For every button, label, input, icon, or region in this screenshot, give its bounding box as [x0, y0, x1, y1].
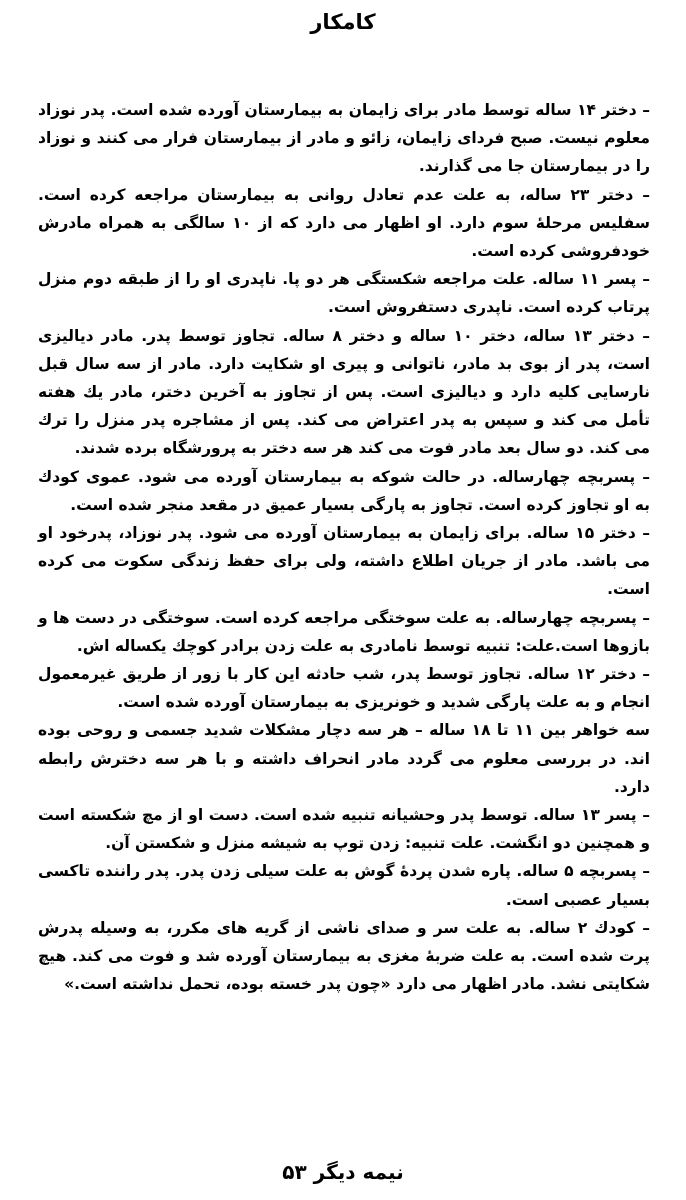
paragraph: سه خواهر بین ۱۱ تا ۱۸ ساله – هر سه دچار مشکلات شدید جسمی و روحی بوده اند. در بررسی معلوم می گردد مادر انحراف داشته و با هر سه دخترش رابطه دارد.: [38, 721, 650, 796]
paragraph: – دختر ۱۵ ساله. برای زایمان به بیمارستان آورده می شود. پدر نوزاد، پدرخود او می باشد. مادر از جریان اطلاع داشته، ولی برای حفظ زندگی سکوت می کرده است.: [38, 524, 650, 599]
paragraph: – پسربچه چهارساله. به علت سوختگی مراجعه کرده است. سوختگی در دست ها و بازوها است.علت: تنبیه توسط نامادری به علت زدن برادر کوچك یکساله اش.: [38, 608, 650, 655]
paragraph: – دختر ۲۳ ساله، به علت عدم تعادل روانی به بیمارستان مراجعه کرده است. سفلیس مرحلهٔ سوم دارد. او اظهار می دارد که از ۱۰ سالگی به همراه مادرش خودفروشی کرده است.: [38, 185, 650, 261]
running-header: کامکار: [310, 10, 376, 34]
page-footer: نیمه دیگر ۵۳: [282, 1160, 404, 1184]
paragraph: – پسر ۱۳ ساله. توسط پدر وحشیانه تنبیه شده است. دست او از مچ شکسته است و همچنین دو انگشت. علت تنبیه: زدن توپ به شیشه منزل و شکستن آن.: [38, 806, 650, 853]
paragraph: – پسربچه ۵ ساله. پاره شدن پردهٔ گوش به علت سیلی زدن پدر. پدر راننده تاکسی بسیار عصبی است.: [38, 862, 650, 909]
paragraph: – دختر ۱۴ ساله توسط مادر برای زایمان به بیمارستان آورده شده است. پدر نوزاد معلوم نیست. صبح فردای زایمان، زائو و مادر از بیمارستان فرار می کنند و نوزاد را در بیمارستان جا می گذارند.: [38, 101, 650, 176]
paragraph: – پسربچه چهارساله. در حالت شوکه به بیمارستان آورده می شود. عموی کودك به او تجاوز کرده است. تجاوز به پارگی بسیار عمیق در مقعد منجر شده است.: [38, 467, 650, 514]
paragraph: – کودك ۲ ساله. به علت سر و صدای ناشی از گریه های مکرر، به وسیله پدرش پرت شده است. به علت ضربهٔ مغزی به بیمارستان آورده شد و فوت می کند. هیچ شکایتی نشد. مادر اظهار می دارد «چون پدر خسته بوده، تحمل نداشته است.»: [38, 918, 650, 994]
document-body: [38, 96, 650, 999]
paragraph: – دختر ۱۲ ساله. تجاوز توسط پدر، شب حادثه این کار با زور از طریق غیرمعمول انجام و به علت پارگی شدید و خونریزی به بیمارستان آورده شده است.: [38, 665, 650, 712]
paragraph: – پسر ۱۱ ساله. علت مراجعه شکستگی هر دو پا. ناپدری او را از طبقه دوم منزل پرتاب کرده است. ناپدری دستفروش است.: [38, 270, 650, 317]
paragraph: – دختر ۱۳ ساله، دختر ۱۰ ساله و دختر ۸ ساله. تجاوز توسط پدر. مادر دیالیزی است، پدر از بوی بد مادر، ناتوانی و پیری او شکایت دارد. مادر از سه سال قبل نارسایی کلیه دارد و دیالیزی است. پس از تجاوز به آخرین دختر، مادر یك هفته تأمل می کند و سپس به پدر اعتراض می کند. پس از مشاجره پدر منزل را ترك می کند. دو سال بعد مادر فوت می کند هر سه دختر به پرورشگاه برده شدند.: [38, 326, 650, 458]
